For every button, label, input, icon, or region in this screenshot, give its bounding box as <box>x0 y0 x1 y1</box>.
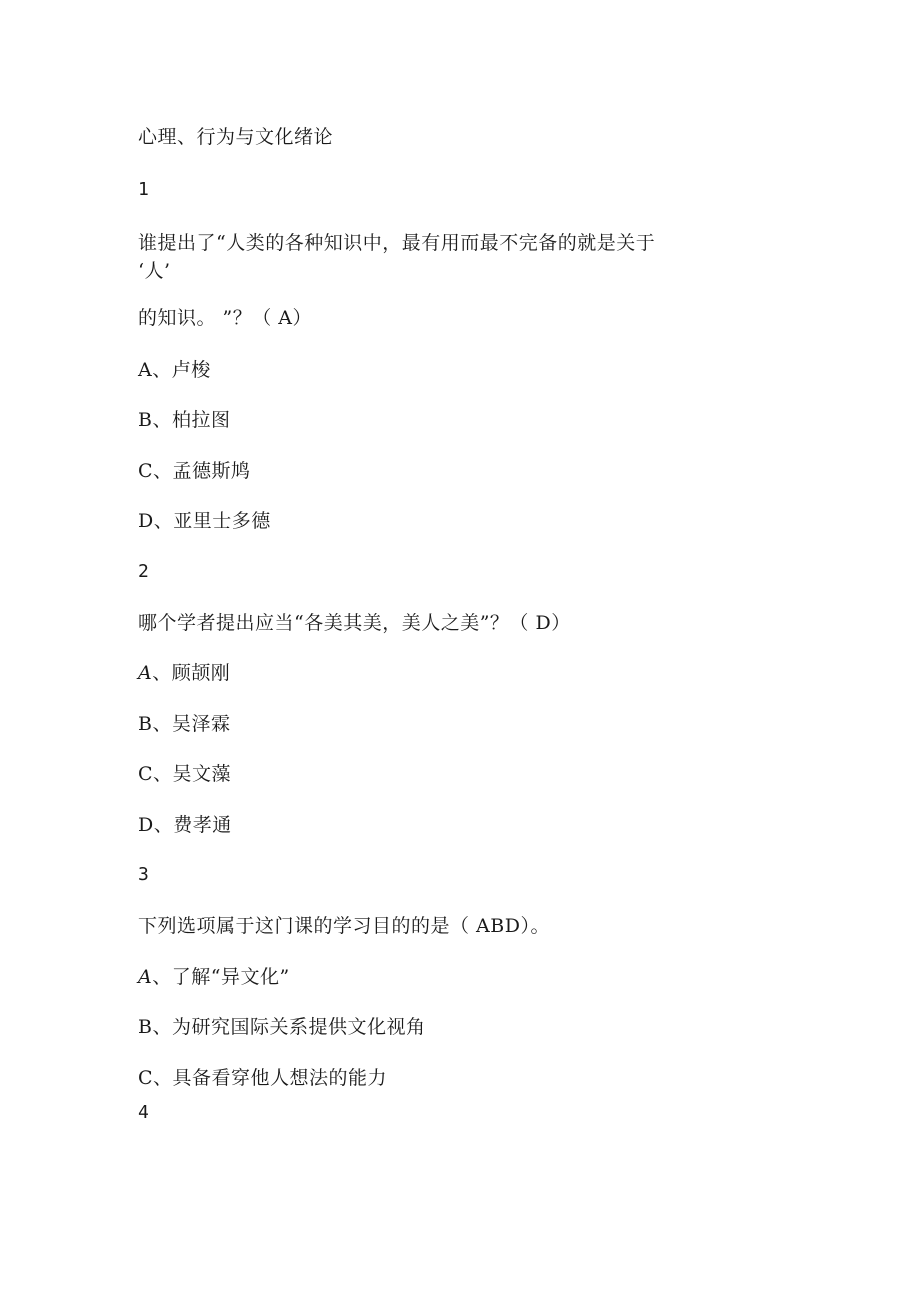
question-2-option-d <box>138 813 232 837</box>
question-2-option-a <box>138 661 230 685</box>
option-text: 、了解“异文化” <box>152 966 290 988</box>
question-3-option-a <box>138 965 290 989</box>
option-text: 、为研究国际关系提供文化视角 <box>152 1016 426 1038</box>
option-text: 、具备看穿他人想法的能力 <box>153 1067 388 1089</box>
question-2-option-c <box>138 762 231 786</box>
document-title: 心理、行为与文化绪论 <box>138 126 334 148</box>
option-letter: C <box>138 1067 154 1089</box>
option-text: 、吴文藻 <box>153 763 232 785</box>
option-text: 、顾颉刚 <box>152 662 231 684</box>
option-letter: D <box>138 814 154 836</box>
question-1-number: 1 <box>138 179 150 200</box>
option-text: 、孟德斯鸠 <box>153 460 251 482</box>
option-letter: B <box>138 1016 153 1038</box>
question-1-stem-line-1: 谁提出了“人类的各种知识中，最有用而最不完备的就是关于 <box>138 232 656 254</box>
option-letter: A <box>138 662 153 684</box>
question-3-stem-line-1: 下列选项属于这门课的学习目的的是（ ABD）。 <box>138 915 550 937</box>
question-4-number: 4 <box>138 1102 150 1123</box>
question-3-number: 3 <box>138 864 150 885</box>
question-2-stem-line-1: 哪个学者提出应当“各美其美，美人之美”？（ D） <box>138 612 571 634</box>
question-2-option-b <box>138 712 230 736</box>
option-letter: D <box>138 510 154 532</box>
option-letter: B <box>138 409 153 431</box>
option-letter: C <box>138 763 154 785</box>
question-1-option-a <box>138 358 211 382</box>
option-text: 、柏拉图 <box>152 409 231 431</box>
option-letter: B <box>138 713 153 735</box>
question-3-option-c <box>138 1066 387 1090</box>
option-letter: A <box>138 359 153 381</box>
question-1-option-d <box>138 509 271 533</box>
option-text: 、吴泽霖 <box>152 713 231 735</box>
question-1-option-b <box>138 408 230 432</box>
question-1-stem-line-2: ‘人’ <box>138 260 171 282</box>
question-2-number: 2 <box>138 561 150 582</box>
option-letter: C <box>138 460 154 482</box>
question-3-option-b <box>138 1015 425 1039</box>
question-1-stem-line-3: 的知识。 ”？（ A） <box>138 307 313 329</box>
option-text: 、费孝通 <box>153 814 232 836</box>
option-text: 、亚里士多德 <box>153 510 271 532</box>
question-1-option-c <box>138 459 251 483</box>
option-text: 、卢梭 <box>152 359 211 381</box>
option-letter: A <box>138 966 153 988</box>
